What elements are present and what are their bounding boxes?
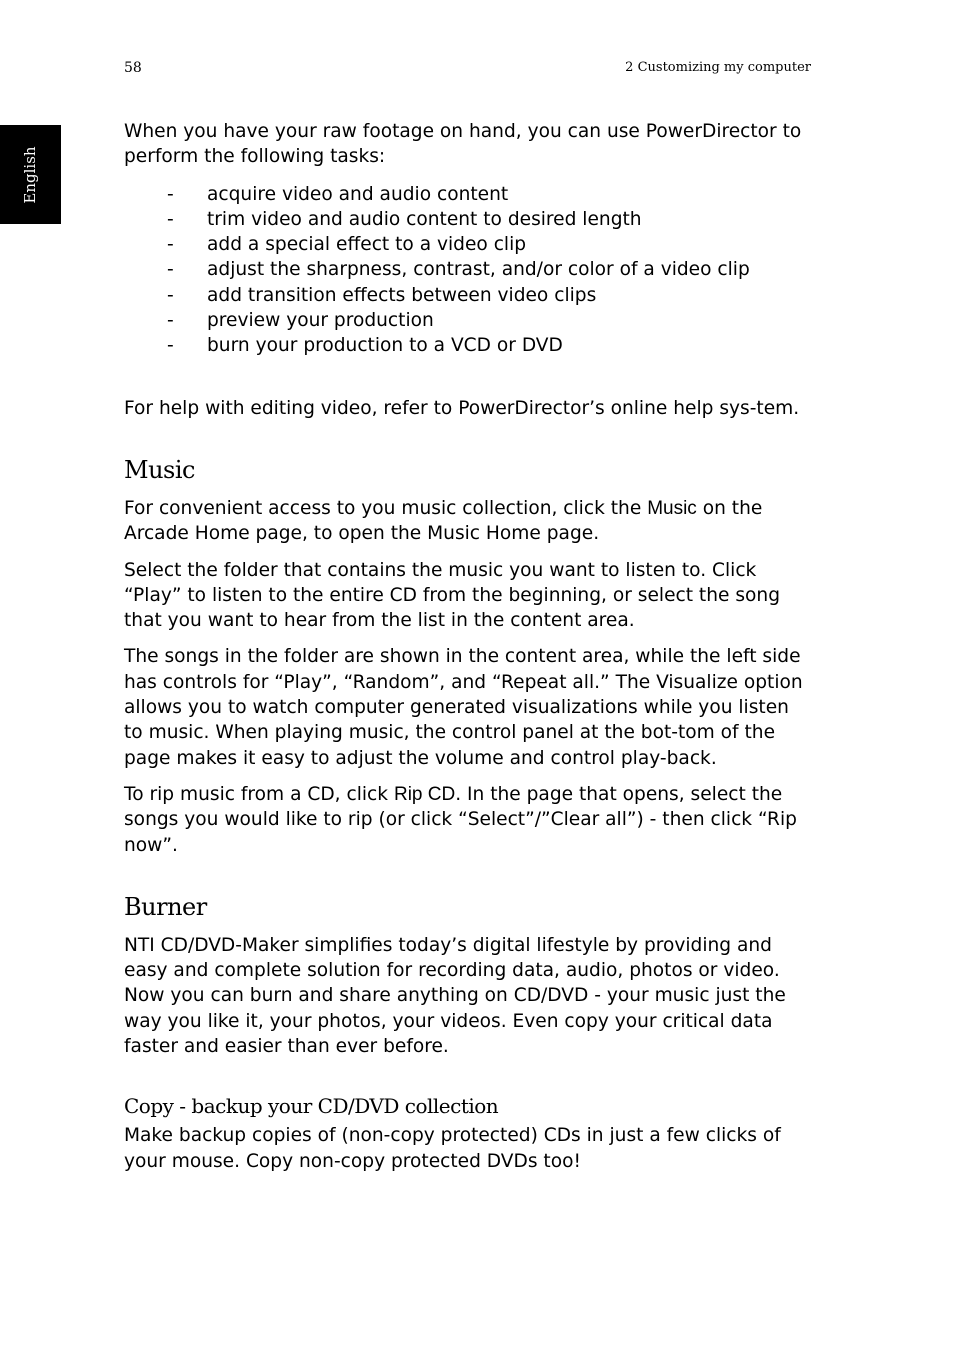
language-side-tab-label: English [21,146,39,204]
rip-cd-ui-term: Rip CD [393,783,456,805]
music-paragraph-select: Select the folder that contains the music you want to listen to. Click “Play” to listen to the entire CD from the beginning, or select the song that you want to hear from the list in the content area. [124,559,781,632]
music-ui-term: Music [647,497,697,519]
task-list [124,182,810,359]
copy-paragraph: Make backup copies of (non-copy protected) CDs in just a few clicks of your mouse. Copy non-copy protected DVDs too! [124,1125,781,1172]
music-paragraph-controls: The songs in the folder are shown in the content area, while the left side has controls for “Play”, “Random”, and “Repeat all.” The Visualize option allows you to watch computer generated visualizations while you listen to music. When playing music, the control panel at the bot-tom of the page makes it easy to adjust the volume and control play-back. [124,646,803,769]
music-paragraph-rip [124,782,810,858]
list-item: - add transition effects between video clips [124,283,810,308]
list-item: - trim video and audio content to desired length [124,207,810,232]
list-item: - acquire video and audio content [124,182,810,207]
rip-text-start: To rip music from a CD, click [124,783,394,805]
music-heading: Music [124,455,195,484]
running-header: 2 Customizing my computer [625,60,811,75]
burner-heading: Burner [124,892,207,921]
page-content [124,119,810,1185]
music-access-text-end: on the Arcade Home page, to open the Music Home page. [124,497,763,545]
list-item: - adjust the sharpness, contrast, and/or color of a video clip [124,257,810,282]
list-item: - add a special effect to a video clip [124,232,810,257]
language-side-tab [0,125,61,224]
list-item: - preview your production [124,308,810,333]
copy-subheading: Copy - backup your CD/DVD collection [124,1094,499,1119]
rip-text-end: . In the page that opens, select the songs you would like to rip (or click “Select”/”Clear all”) - then click “Rip now”. [124,783,797,856]
page-number: 58 [124,60,142,76]
help-paragraph: For help with editing video, refer to PowerDirector’s online help sys-tem. [124,397,800,419]
intro-paragraph: When you have your raw footage on hand, you can use PowerDirector to perform the following tasks: [124,121,802,168]
music-access-text-start: For convenient access to you music collection, click the [124,497,648,519]
burner-paragraph: NTI CD/DVD-Maker simplifies today’s digital lifestyle by providing and easy and complete solution for recording data, audio, photos or video. Now you can burn and share anything on CD/DVD - your music just the way you like it, your photos, your videos. Even copy your critical data faster and easier than ever before. [124,934,786,1058]
music-paragraph-access [124,496,810,547]
list-item: - burn your production to a VCD or DVD [124,333,810,358]
